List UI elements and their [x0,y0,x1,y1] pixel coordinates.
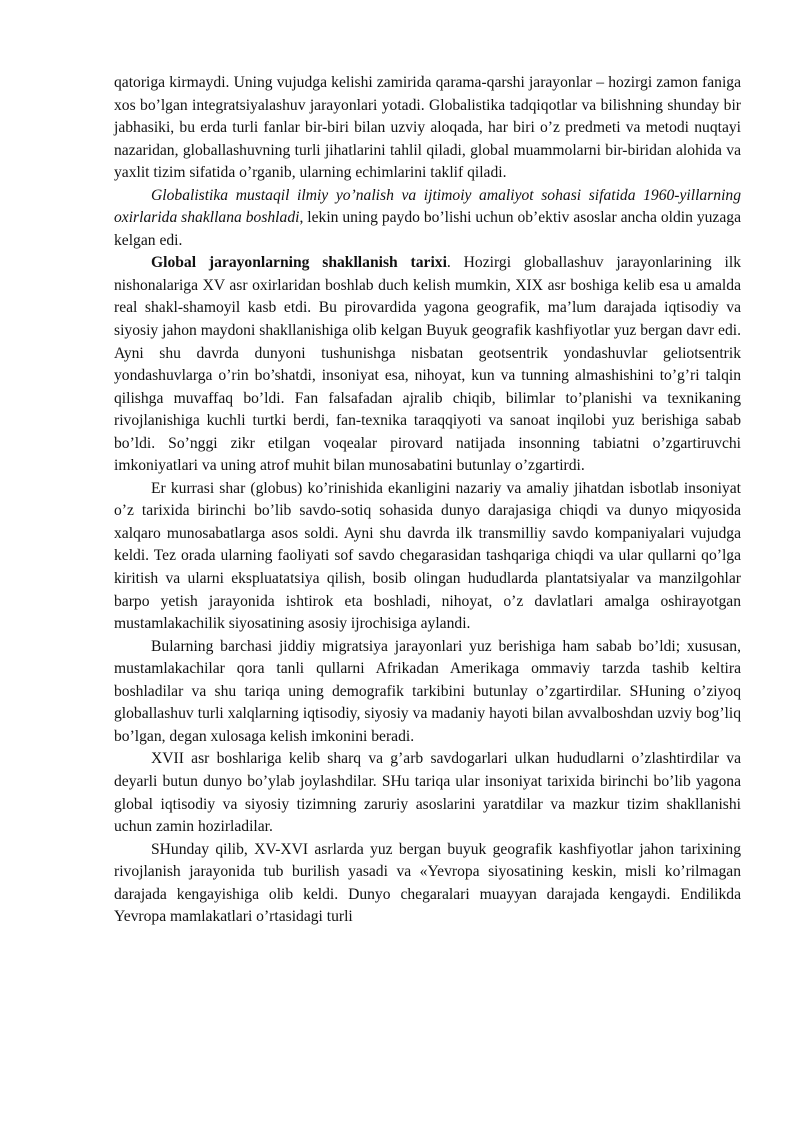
paragraph-2 [114,185,741,253]
document-page [114,72,741,929]
paragraph-7-text: SHunday qilib, XV-XVI asrlarda yuz bergan buyuk geografik kashfiyotlar jahon tarixining rivojlanish jarayonida tub burilish yasadi va «Yevropa siyosatining keskin, misli ko’rilmagan darajada kengayishiga olib keldi. Dunyo chegaralari muayyan darajada kengaydi. Endilikda Yevropa mamlakatlari o’rtasidagi turli [114,840,741,926]
paragraph-1-text: qatoriga kirmaydi. Uning vujudga kelishi zamirida qarama-qarshi jarayonlar – hozirgi zamon faniga xos bo’lgan integratsiyalashuv jarayonlari yotadi. Globalistika tadqiqotlar va bilishning shunday bir jabhasiki, bu erda turli fanlar bir-biri bilan uzviy aloqada, har biri o’z predmeti va metodi nuqtayi nazaridan, globallashuvning turli jihatlarini tahlil qiladi, global muammolarni bir-biridan alohida va yaxlit tizim sifatida o’rganib, ularning echimlarini taklif qiladi. [114,74,741,182]
section-heading-inline: Global jarayonlarning shakllanish tarixi [151,254,447,272]
paragraph-6-text: XVII asr boshlariga kelib sharq va g’arb savdogarlari ulkan hududlarni o’zlashtirdilar va deyarli butun dunyo bo’ylab joylashdilar. SHu tariqa ular insoniyat tarixida birinchi bo’lib yagona global iqtisodiy va siyosiy tizimning zaruriy asoslarini yaratdilar va mazkur tizim shakllanishi uchun zamin hozirladilar. [114,750,741,836]
paragraph-4-text: Er kurrasi shar (globus) ko’rinishida ekanligini nazariy va amaliy jihatdan isbotlab insoniyat o’z tarixida birinchi bo’lib savdo-sotiq sohasida dunyo darajasiga chiqdi va dunyo miqyosida xalqaro munosabatlarga asos soldi. Ayni shu davrda ilk transmilliy savdo kompaniyalari vujudga keldi. Tez orada ularning faoliyati sof savdo chegarasidan tashqariga chiqdi va ular qullarni qo’lga kiritish va ularni ekspluatatsiya qilish, bosib olingan hududlarda plantatsiyalar va manzilgohlar barpo yetish jarayonida ishtirok eta boshladi, nihoyat, o’z davlatlari amalga oshirayotgan mustamlakachilik siyosatining asosiy ijrochisiga aylandi. [114,479,741,633]
paragraph-2-text: , lekin uning paydo bo’lishi uchun ob’ektiv asoslar ancha oldin yuzaga kelgan edi. [114,209,741,249]
paragraph-3 [114,252,741,477]
paragraph-5-text: Bularning barchasi jiddiy migratsiya jarayonlari yuz berishiga ham sabab bo’ldi; xususan, mustamlakachilar qora tanli qullarni Afrikadan Amerikaga ommaviy tarzda tashib keltira boshladilar va shu tariqa uning demografik tarkibini butunlay o’zgartirdilar. SHuning o’ziyoq globallashuv turli xalqlarning iqtisodiy, siyosiy va madaniy hayoti bilan avvalboshdan uzviy bog’liq bo’lgan, degan xulosaga kelish imkonini beradi. [114,637,741,745]
paragraph-7 [114,839,741,929]
paragraph-3-text: . Hozirgi globallashuv jarayonlarining ilk nishonalariga XV asr oxirlaridan boshlab duch kelish mumkin, XIX asr boshiga kelib esa u amalda real shakl-shamoyil kasb etdi. Bu pirovardida yagona geografik, ma’lum darajada iqtisodiy va siyosiy jahon maydoni shakllanishiga olib kelgan Buyuk geografik kashfiyotlar yuz bergan davr edi. Ayni shu davrda dunyoni tushunishga nisbatan geotsentrik yondashuvlar geliotsentrik yondashuvlarga o’rin bo’shatdi, insoniyat esa, nihoyat, kun va tunning almashishini to’g’ri talqin qilishga muvaffaq bo’ldi. Fan falsafadan ajralib chiqib, bilimlar to’planishi va texnikaning rivojlanishiga kuchli turtki berdi, fan-texnika taraqqiyoti va sanoat inqilobi yuz berishiga sabab bo’ldi. So’nggi zikr etilgan voqealar pirovard natijada insonning tabiatni o’zgartiruvchi imkoniyatlari va uning atrof muhit bilan munosabatini butunlay o’zgartirdi. [114,254,741,475]
paragraph-1 [114,72,741,185]
paragraph-4 [114,478,741,636]
paragraph-6 [114,748,741,838]
paragraph-2-italic-lead: Globalistika mustaqil ilmiy yo’nalish va ijtimoiy amaliyot sohasi sifatida 1960-yillarning oxirlarida shakllana boshladi [114,186,741,227]
paragraph-5 [114,636,741,749]
